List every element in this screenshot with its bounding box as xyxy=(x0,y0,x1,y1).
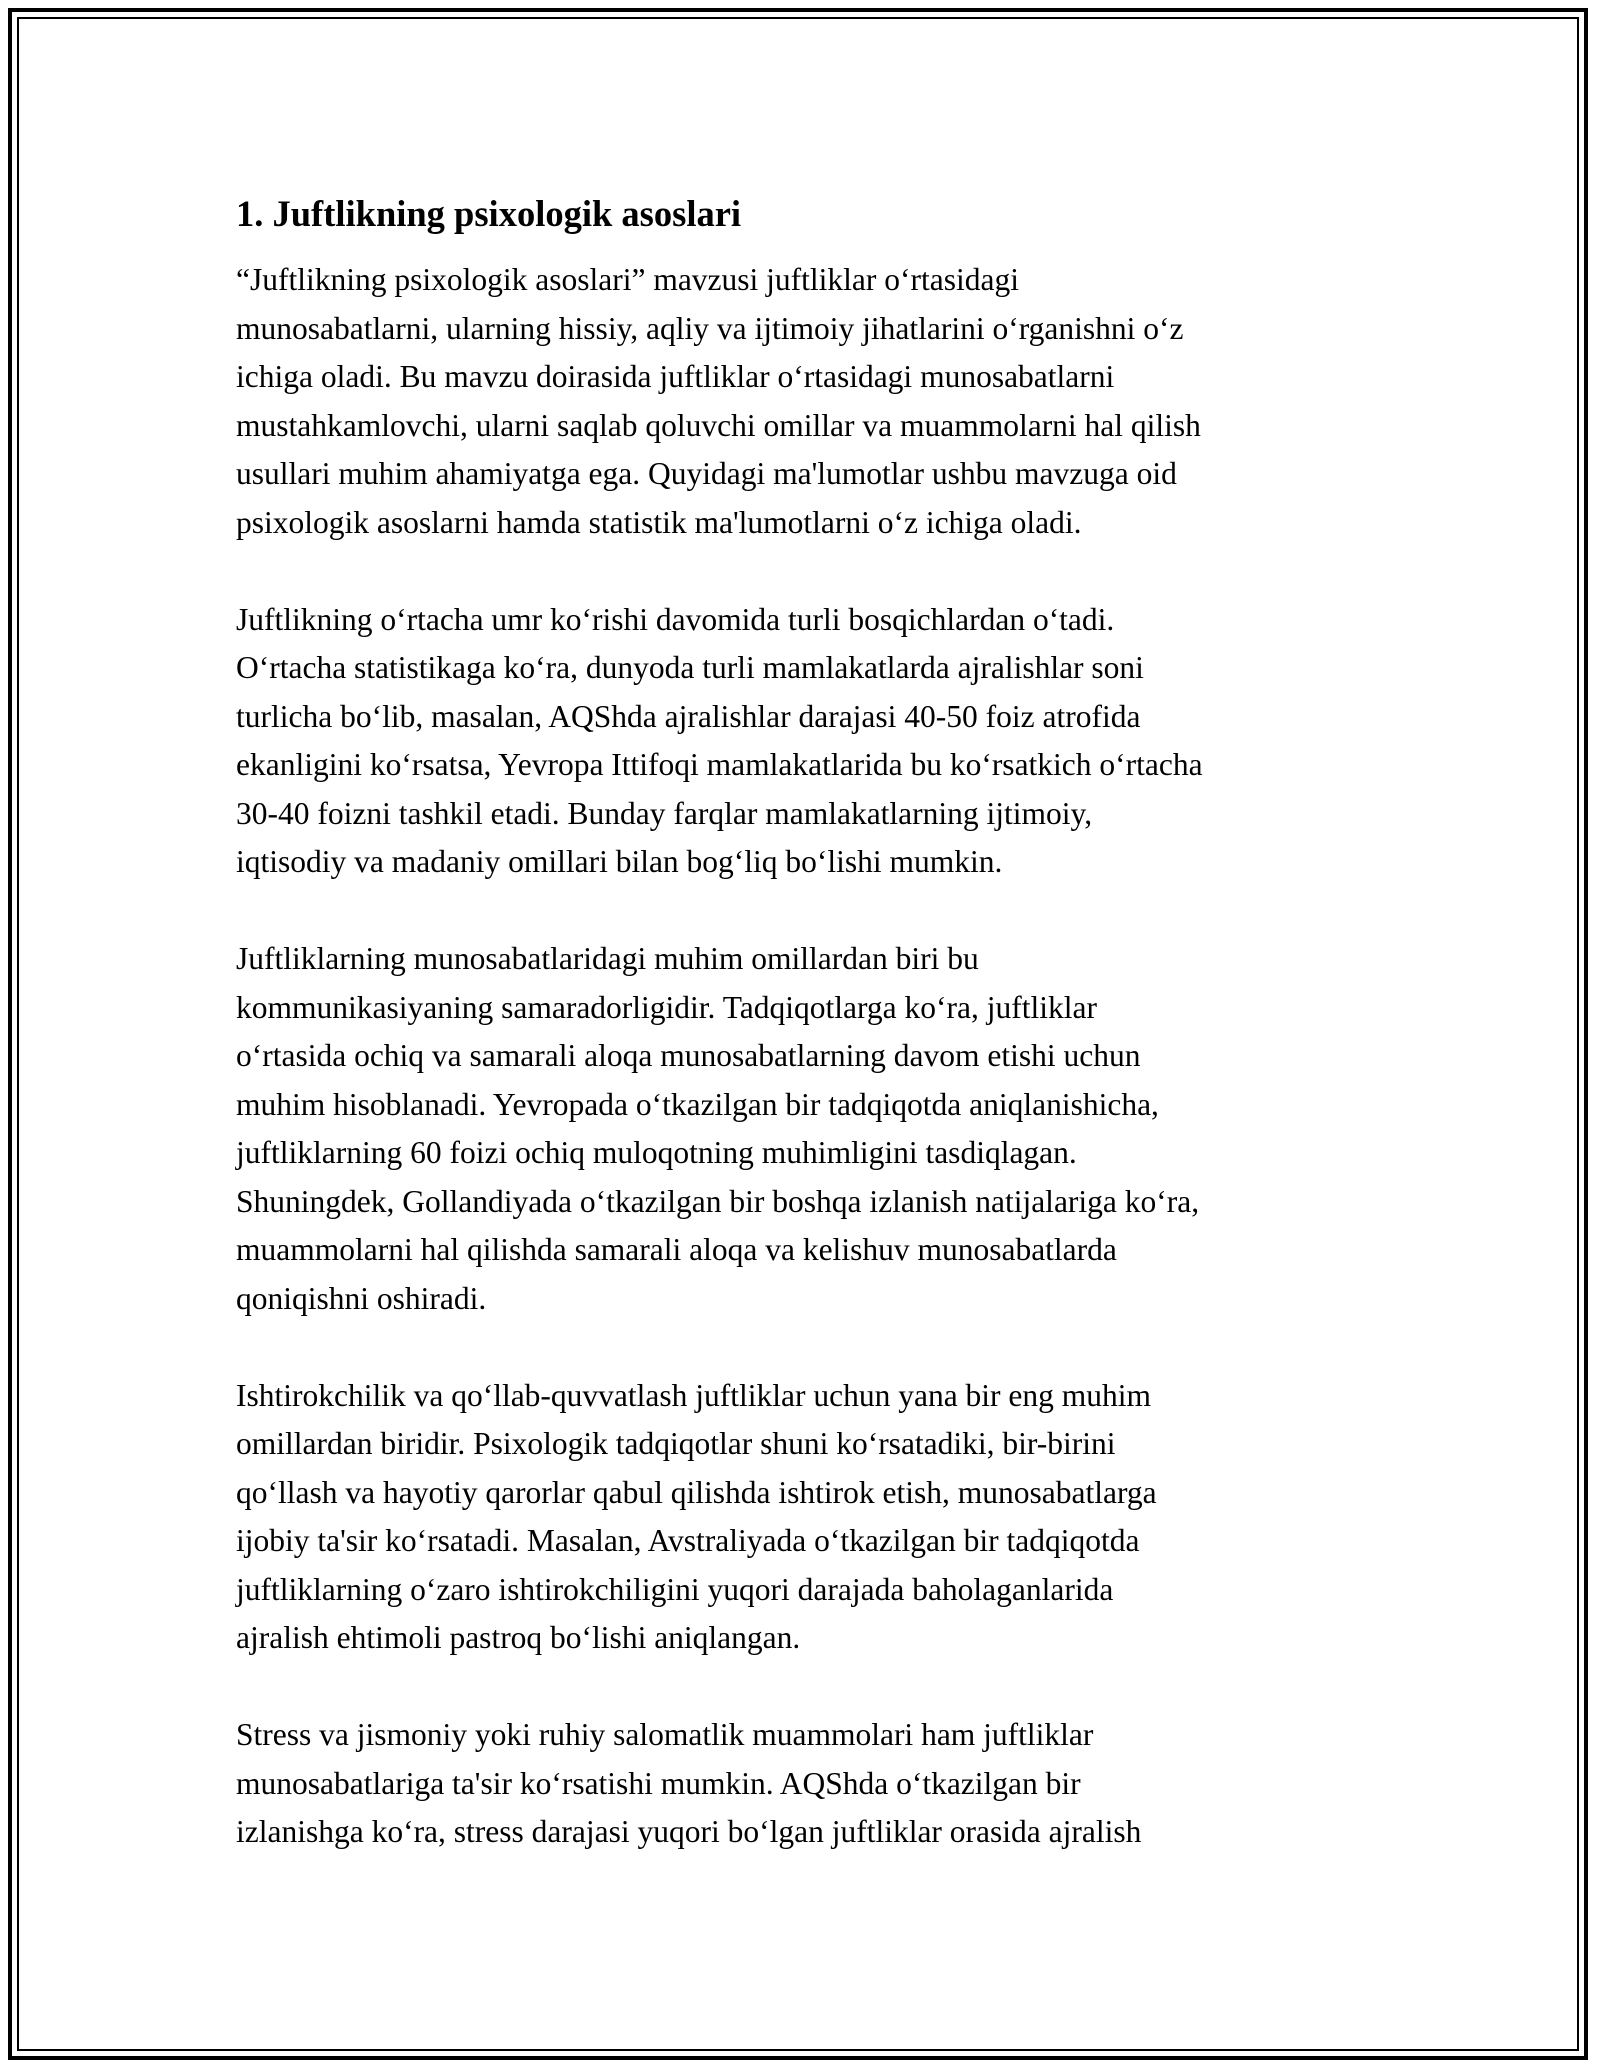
text-line: Juftlikning o‘rtacha umr ko‘rishi davomida turli bosqichlardan o‘tadi. xyxy=(236,601,1115,637)
text-line: muammolarni hal qilishda samarali aloqa va kelishuv munosabatlarda xyxy=(236,1232,1117,1267)
text-line: juftliklarning o‘zaro ishtirokchiligini yuqori darajada baholaganlarida xyxy=(236,1571,1114,1607)
document-body xyxy=(236,188,1376,1905)
text-line: izlanishga ko‘ra, stress darajasi yuqori bo‘lgan juftliklar orasida ajralish xyxy=(236,1814,1142,1849)
text-line: kommunikasiyaning samaradorligidir. Tadqiqotlarga ko‘ra, juftliklar xyxy=(236,989,1097,1025)
text-line: munosabatlariga ta'sir ko‘rsatishi mumkin. AQShda o‘tkazilgan bir xyxy=(236,1765,1081,1801)
text-line: ekanligini ko‘rsatsa, Yevropa Ittifoqi mamlakatlarida bu ko‘rsatkich o‘rtacha xyxy=(236,747,1203,782)
text-line: juftliklarning 60 foizi ochiq muloqotning muhimligini tasdiqlagan. xyxy=(236,1135,1077,1170)
text-line: o‘rtasida ochiq va samarali aloqa munosabatlarning davom etishi uchun xyxy=(236,1038,1141,1073)
text-line: Ishtirokchilik va qo‘llab-quvvatlash juftliklar uchun yana bir eng muhim xyxy=(236,1377,1152,1413)
text-line: Juftliklarning munosabatlaridagi muhim omillardan biri bu xyxy=(236,941,979,976)
text-line: Stress va jismoniy yoki ruhiy salomatlik muammolari ham juftliklar xyxy=(236,1717,1094,1752)
text-line: “Juftlikning psixologik asoslari” mavzusi juftliklar o‘rtasidagi xyxy=(236,262,1019,297)
text-line: ijobiy ta'sir ko‘rsatadi. Masalan, Avstraliyada o‘tkazilgan bir tadqiqotda xyxy=(236,1523,1140,1558)
text-line: muhim hisoblanadi. Yevropada o‘tkazilgan bir tadqiqotda aniqlanishicha, xyxy=(236,1086,1159,1122)
text-line: iqtisodiy va madaniy omillari bilan bog‘liq bo‘lishi mumkin. xyxy=(236,844,1003,879)
text-line: omillardan biridir. Psixologik tadqiqotlar shuni ko‘rsatadiki, bir-birini xyxy=(236,1426,1116,1461)
paragraph-divorce-statistics xyxy=(236,596,1376,887)
text-line: Shuningdek, Gollandiyada o‘tkazilgan bir boshqa izlanish natijalariga ko‘ra, xyxy=(236,1183,1200,1219)
text-line: turlicha bo‘lib, masalan, AQShda ajralishlar darajasi 40-50 foiz atrofida xyxy=(236,698,1141,734)
paragraph-participation xyxy=(236,1372,1376,1663)
paragraph-intro xyxy=(236,256,1376,547)
text-line: qoniqishni oshiradi. xyxy=(236,1280,487,1316)
text-line: qo‘llash va hayotiy qarorlar qabul qilishda ishtirok etish, munosabatlarga xyxy=(236,1474,1157,1510)
text-line: mustahkamlovchi, ularni saqlab qoluvchi omillar va muammolarni hal qilish xyxy=(236,407,1201,443)
text-line: munosabatlarni, ularning hissiy, aqliy va ijtimoiy jihatlarini o‘rganishni o‘z xyxy=(236,310,1184,346)
paragraph-communication xyxy=(236,935,1376,1323)
text-line: usullari muhim ahamiyatga ega. Quyidagi ma'lumotlar ushbu mavzuga oid xyxy=(236,456,1177,491)
section-heading: 1. Juftlikning psixologik asoslari xyxy=(236,193,742,234)
paragraph-stress xyxy=(236,1711,1376,1857)
text-line: O‘rtacha statistikaga ko‘ra, dunyoda turli mamlakatlarda ajralishlar soni xyxy=(236,650,1144,685)
text-line: 30-40 foizni tashkil etadi. Bunday farqlar mamlakatlarning ijtimoiy, xyxy=(236,795,1093,831)
text-line: ichiga oladi. Bu mavzu doirasida juftliklar o‘rtasidagi munosabatlarni xyxy=(236,359,1115,394)
text-line: ajralish ehtimoli pastroq bo‘lishi aniqlangan. xyxy=(236,1620,801,1655)
text-line: psixologik asoslarni hamda statistik ma'lumotlarni o‘z ichiga oladi. xyxy=(236,504,1082,540)
